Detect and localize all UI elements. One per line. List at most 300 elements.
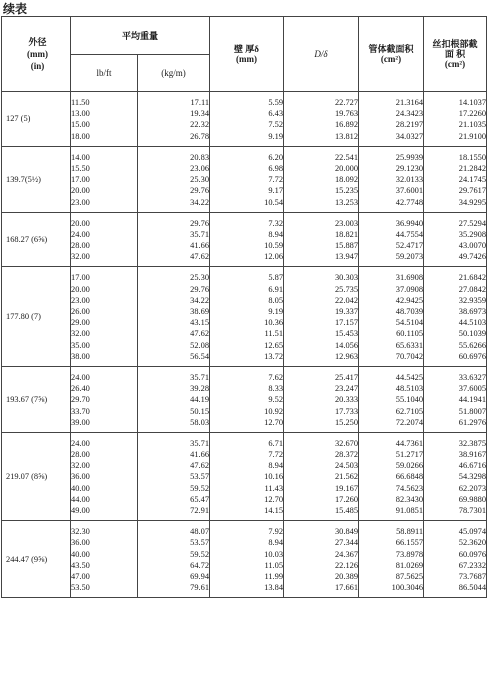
header-weight-text: 平均重量 bbox=[122, 31, 159, 41]
value: 20.00 bbox=[71, 284, 90, 294]
value: 22.126 bbox=[334, 560, 359, 570]
kgm-cell bbox=[138, 92, 210, 147]
value: 7.62 bbox=[268, 372, 284, 382]
ratio-cell bbox=[284, 267, 359, 367]
lbft-cell bbox=[71, 267, 138, 367]
area-cell bbox=[359, 366, 424, 432]
value: 50.1039 bbox=[458, 329, 487, 339]
value: 27.344 bbox=[334, 538, 359, 548]
value: 5.87 bbox=[268, 273, 284, 283]
value: 24.1745 bbox=[458, 175, 487, 185]
value: 36.00 bbox=[71, 472, 90, 482]
value: 79.61 bbox=[190, 583, 210, 593]
value: 27.5294 bbox=[458, 218, 487, 228]
value: 5.59 bbox=[268, 98, 284, 107]
value: 9.52 bbox=[268, 395, 284, 405]
value: 48.7039 bbox=[395, 307, 424, 316]
value: 48.07 bbox=[190, 527, 210, 537]
value: 32.30 bbox=[71, 527, 90, 537]
value: 29.70 bbox=[71, 395, 90, 405]
value: 21.1035 bbox=[458, 120, 487, 130]
value: 32.00 bbox=[71, 252, 90, 262]
value: 19.337 bbox=[334, 307, 359, 316]
value: 29.76 bbox=[190, 186, 210, 196]
value: 30.849 bbox=[334, 527, 359, 537]
value: 60.6976 bbox=[458, 351, 487, 361]
value: 18.1550 bbox=[458, 152, 487, 162]
value: 26.00 bbox=[71, 307, 90, 316]
value: 22.727 bbox=[334, 98, 359, 107]
value: 62.2073 bbox=[458, 483, 487, 493]
value: 11.50 bbox=[71, 98, 90, 107]
value: 24.503 bbox=[334, 461, 359, 471]
value: 58.03 bbox=[190, 417, 210, 427]
wall-cell bbox=[210, 92, 284, 147]
value: 15.485 bbox=[334, 506, 359, 515]
value: 53.50 bbox=[71, 583, 90, 593]
wall-cell bbox=[210, 212, 284, 267]
value: 36.9940 bbox=[395, 218, 424, 228]
ratio-cell bbox=[284, 521, 359, 598]
value: 42.7748 bbox=[395, 197, 424, 207]
value: 23.247 bbox=[334, 384, 359, 394]
value: 13.72 bbox=[264, 351, 284, 361]
value: 37.6005 bbox=[458, 384, 487, 394]
value: 10.36 bbox=[264, 318, 284, 328]
outer-diameter-cell: 139.7(5½) bbox=[2, 146, 71, 212]
value: 91.0851 bbox=[395, 506, 424, 515]
area-cell bbox=[359, 92, 424, 147]
value: 39.00 bbox=[71, 417, 90, 427]
thread-area-cell bbox=[424, 366, 487, 432]
value: 44.1941 bbox=[458, 395, 487, 405]
wall-cell bbox=[210, 267, 284, 367]
kgm-cell bbox=[138, 432, 210, 520]
value: 59.52 bbox=[190, 549, 210, 559]
value: 59.52 bbox=[190, 483, 210, 493]
outer-diameter-cell: 177.80 (7) bbox=[2, 267, 71, 367]
value: 73.7687 bbox=[458, 571, 487, 581]
value: 34.22 bbox=[190, 295, 210, 305]
value: 50.15 bbox=[190, 406, 210, 416]
value: 35.71 bbox=[190, 229, 210, 239]
value: 19.763 bbox=[334, 109, 359, 119]
thread-area-cell bbox=[424, 212, 487, 267]
value: 34.22 bbox=[190, 197, 210, 207]
header-kgm-text: (kg/m) bbox=[161, 68, 186, 78]
value: 11.43 bbox=[264, 483, 284, 493]
value: 15.50 bbox=[71, 163, 90, 173]
value: 69.9880 bbox=[458, 494, 487, 504]
value: 29.76 bbox=[190, 218, 210, 228]
value: 69.94 bbox=[190, 571, 210, 581]
value: 20.83 bbox=[190, 152, 210, 162]
lbft-cell bbox=[71, 432, 138, 520]
value: 24.3423 bbox=[395, 109, 424, 119]
value: 22.042 bbox=[334, 295, 359, 305]
value: 13.00 bbox=[71, 109, 90, 119]
thread-area-cell bbox=[424, 146, 487, 212]
header-thread-root-area bbox=[424, 17, 487, 92]
wall-cell bbox=[210, 521, 284, 598]
value: 66.1557 bbox=[395, 538, 424, 548]
thread-area-cell bbox=[424, 432, 487, 520]
area-cell bbox=[359, 267, 424, 367]
value: 25.30 bbox=[190, 273, 210, 283]
wall-cell bbox=[210, 146, 284, 212]
value: 54.5104 bbox=[395, 318, 424, 328]
table-row bbox=[2, 366, 487, 432]
value: 35.00 bbox=[71, 340, 90, 350]
value: 61.2976 bbox=[458, 417, 487, 427]
header-thread-area-text: 丝扣根部截 面 积 (cm²) bbox=[432, 39, 478, 69]
value: 35.71 bbox=[190, 438, 210, 448]
header-od-text: 外径 (mm) (in) bbox=[27, 37, 48, 71]
value: 25.30 bbox=[190, 175, 210, 185]
value: 56.54 bbox=[190, 351, 210, 361]
value: 6.71 bbox=[268, 438, 284, 448]
value: 6.43 bbox=[268, 109, 284, 119]
value: 18.00 bbox=[71, 131, 90, 141]
value: 17.00 bbox=[71, 175, 90, 185]
header-average-weight bbox=[71, 17, 210, 55]
outer-diameter-cell: 127 (5) bbox=[2, 92, 71, 147]
value: 78.7301 bbox=[458, 506, 487, 515]
ratio-cell bbox=[284, 366, 359, 432]
lbft-cell bbox=[71, 92, 138, 147]
value: 28.00 bbox=[71, 241, 90, 251]
value: 8.05 bbox=[268, 295, 284, 305]
header-lbft-text: lb/ft bbox=[96, 68, 112, 78]
value: 28.00 bbox=[71, 450, 90, 460]
value: 59.0266 bbox=[395, 461, 424, 471]
value: 72.91 bbox=[190, 506, 210, 515]
value: 14.00 bbox=[71, 152, 90, 162]
value: 44.7554 bbox=[395, 229, 424, 239]
value: 54.3298 bbox=[458, 472, 487, 482]
value: 13.253 bbox=[334, 197, 359, 207]
value: 24.00 bbox=[71, 438, 90, 448]
value: 10.54 bbox=[264, 197, 284, 207]
area-cell bbox=[359, 146, 424, 212]
value: 34.9295 bbox=[458, 197, 487, 207]
value: 44.5103 bbox=[458, 318, 487, 328]
thread-area-cell bbox=[424, 521, 487, 598]
value: 17.260 bbox=[334, 494, 359, 504]
value: 86.5044 bbox=[458, 583, 487, 593]
value: 29.00 bbox=[71, 318, 90, 328]
thread-area-cell bbox=[424, 267, 487, 367]
kgm-cell bbox=[138, 212, 210, 267]
kgm-cell bbox=[138, 146, 210, 212]
value: 12.06 bbox=[264, 252, 284, 262]
value: 8.33 bbox=[268, 384, 284, 394]
value: 20.00 bbox=[71, 218, 90, 228]
value: 100.3046 bbox=[391, 583, 424, 593]
value: 30.303 bbox=[334, 273, 359, 283]
value: 16.892 bbox=[334, 120, 359, 130]
value: 21.3164 bbox=[395, 98, 424, 107]
value: 7.72 bbox=[268, 175, 284, 185]
value: 81.0269 bbox=[395, 560, 424, 570]
value: 29.76 bbox=[190, 284, 210, 294]
kgm-cell bbox=[138, 521, 210, 598]
value: 82.3430 bbox=[395, 494, 424, 504]
value: 32.670 bbox=[334, 438, 359, 448]
value: 25.735 bbox=[334, 284, 359, 294]
value: 17.11 bbox=[190, 98, 210, 107]
value: 20.00 bbox=[71, 186, 90, 196]
value: 32.00 bbox=[71, 329, 90, 339]
value: 49.00 bbox=[71, 506, 90, 515]
value: 55.6266 bbox=[458, 340, 487, 350]
value: 19.167 bbox=[334, 483, 359, 493]
value: 44.7361 bbox=[395, 438, 424, 448]
value: 13.812 bbox=[334, 131, 359, 141]
value: 47.62 bbox=[190, 461, 210, 471]
value: 33.70 bbox=[71, 406, 90, 416]
value: 20.333 bbox=[334, 395, 359, 405]
value: 42.9425 bbox=[395, 295, 424, 305]
value: 72.2074 bbox=[395, 417, 424, 427]
value: 38.9167 bbox=[458, 450, 487, 460]
header-outer-diameter bbox=[2, 17, 71, 92]
value: 14.15 bbox=[264, 506, 284, 515]
table-row bbox=[2, 521, 487, 598]
table-row bbox=[2, 92, 487, 147]
value: 9.19 bbox=[268, 131, 284, 141]
value: 22.541 bbox=[334, 152, 359, 162]
table-row bbox=[2, 267, 487, 367]
value: 25.9939 bbox=[395, 152, 424, 162]
value: 74.5623 bbox=[395, 483, 424, 493]
value: 44.5425 bbox=[395, 372, 424, 382]
value: 24.367 bbox=[334, 549, 359, 559]
wall-cell bbox=[210, 366, 284, 432]
value: 15.453 bbox=[334, 329, 359, 339]
area-cell bbox=[359, 432, 424, 520]
outer-diameter-cell: 168.27 (6⅝) bbox=[2, 212, 71, 267]
value: 15.00 bbox=[71, 120, 90, 130]
header-body-section-area bbox=[359, 17, 424, 92]
value: 28.372 bbox=[334, 450, 359, 460]
value: 18.821 bbox=[334, 229, 359, 239]
value: 43.50 bbox=[71, 560, 90, 570]
value: 60.1105 bbox=[396, 329, 424, 339]
value: 21.2842 bbox=[458, 163, 487, 173]
value: 46.6716 bbox=[458, 461, 487, 471]
value: 11.99 bbox=[264, 571, 284, 581]
table-row bbox=[2, 146, 487, 212]
value: 48.5103 bbox=[395, 384, 424, 394]
value: 14.056 bbox=[334, 340, 359, 350]
value: 43.15 bbox=[190, 318, 210, 328]
value: 35.71 bbox=[190, 372, 210, 382]
area-cell bbox=[359, 521, 424, 598]
value: 47.62 bbox=[190, 329, 210, 339]
value: 41.66 bbox=[190, 241, 210, 251]
value: 49.7426 bbox=[458, 252, 487, 262]
value: 38.69 bbox=[190, 307, 210, 316]
value: 52.08 bbox=[190, 340, 210, 350]
value: 11.05 bbox=[264, 560, 284, 570]
kgm-cell bbox=[138, 267, 210, 367]
value: 67.2332 bbox=[458, 560, 487, 570]
value: 53.57 bbox=[190, 538, 210, 548]
thread-area-cell bbox=[424, 92, 487, 147]
value: 12.70 bbox=[264, 494, 284, 504]
value: 24.00 bbox=[71, 229, 90, 239]
value: 73.8978 bbox=[395, 549, 424, 559]
value: 36.00 bbox=[71, 538, 90, 548]
value: 10.16 bbox=[264, 472, 284, 482]
value: 59.2073 bbox=[395, 252, 424, 262]
value: 66.6848 bbox=[395, 472, 424, 482]
ratio-cell bbox=[284, 146, 359, 212]
value: 12.963 bbox=[334, 351, 359, 361]
value: 60.0976 bbox=[458, 549, 487, 559]
outer-diameter-cell: 244.47 (9⅝) bbox=[2, 521, 71, 598]
value: 35.2908 bbox=[458, 229, 487, 239]
value: 28.2197 bbox=[395, 120, 424, 130]
value: 41.66 bbox=[190, 450, 210, 460]
value: 52.4717 bbox=[395, 241, 424, 251]
value: 21.6842 bbox=[458, 273, 487, 283]
value: 6.98 bbox=[268, 163, 284, 173]
value: 17.157 bbox=[334, 318, 359, 328]
value: 32.0133 bbox=[395, 175, 424, 185]
value: 24.00 bbox=[71, 372, 90, 382]
value: 17.00 bbox=[71, 273, 90, 283]
value: 23.06 bbox=[190, 163, 210, 173]
value: 44.19 bbox=[190, 395, 210, 405]
value: 7.72 bbox=[268, 450, 284, 460]
value: 52.3620 bbox=[458, 538, 487, 548]
value: 8.94 bbox=[268, 229, 284, 239]
value: 9.17 bbox=[268, 186, 284, 196]
header-d-ratio bbox=[284, 17, 359, 92]
header-wall-thickness bbox=[210, 17, 284, 92]
value: 70.7042 bbox=[395, 351, 424, 361]
value: 29.1230 bbox=[395, 163, 424, 173]
lbft-cell bbox=[71, 212, 138, 267]
value: 51.2717 bbox=[395, 450, 424, 460]
value: 10.59 bbox=[264, 241, 284, 251]
table-body bbox=[2, 92, 487, 598]
value: 21.562 bbox=[334, 472, 359, 482]
lbft-cell bbox=[71, 366, 138, 432]
value: 12.65 bbox=[264, 340, 284, 350]
value: 17.2260 bbox=[458, 109, 487, 119]
value: 10.03 bbox=[264, 549, 284, 559]
value: 32.9359 bbox=[458, 295, 487, 305]
value: 44.00 bbox=[71, 494, 90, 504]
table-caption: 续表 bbox=[3, 2, 28, 16]
value: 38.6973 bbox=[458, 307, 487, 316]
value: 11.51 bbox=[264, 329, 284, 339]
value: 7.52 bbox=[268, 120, 284, 130]
value: 13.947 bbox=[334, 252, 359, 262]
value: 58.8911 bbox=[396, 527, 424, 537]
ratio-cell bbox=[284, 432, 359, 520]
table-row bbox=[2, 212, 487, 267]
value: 43.0070 bbox=[458, 241, 487, 251]
value: 23.003 bbox=[334, 218, 359, 228]
table-row bbox=[2, 432, 487, 520]
value: 15.887 bbox=[334, 241, 359, 251]
value: 20.000 bbox=[334, 163, 359, 173]
value: 22.32 bbox=[190, 120, 210, 130]
value: 25.417 bbox=[334, 372, 359, 382]
value: 7.92 bbox=[268, 527, 284, 537]
value: 12.70 bbox=[264, 417, 284, 427]
value: 19.34 bbox=[190, 109, 210, 119]
header-wall-text: 壁 厚δ (mm) bbox=[234, 44, 259, 64]
value: 31.6908 bbox=[395, 273, 424, 283]
value: 47.00 bbox=[71, 571, 90, 581]
value: 39.28 bbox=[190, 384, 210, 394]
lbft-cell bbox=[71, 146, 138, 212]
value: 40.00 bbox=[71, 549, 90, 559]
value: 17.733 bbox=[334, 406, 359, 416]
value: 32.3875 bbox=[458, 438, 487, 448]
header-ratio-text: D/δ bbox=[314, 49, 328, 59]
header-area-text: 管体截面积 (cm²) bbox=[368, 44, 414, 64]
area-cell bbox=[359, 212, 424, 267]
value: 26.40 bbox=[71, 384, 90, 394]
value: 23.00 bbox=[71, 197, 90, 207]
value: 32.00 bbox=[71, 461, 90, 471]
outer-diameter-cell: 219.07 (8⅝) bbox=[2, 432, 71, 520]
value: 20.389 bbox=[334, 571, 359, 581]
value: 10.92 bbox=[264, 406, 284, 416]
value: 13.84 bbox=[264, 583, 284, 593]
value: 38.00 bbox=[71, 351, 90, 361]
outer-diameter-cell: 193.67 (7⅝) bbox=[2, 366, 71, 432]
value: 37.0908 bbox=[395, 284, 424, 294]
ratio-cell bbox=[284, 212, 359, 267]
wall-cell bbox=[210, 432, 284, 520]
value: 29.7617 bbox=[458, 186, 487, 196]
value: 18.092 bbox=[334, 175, 359, 185]
value: 23.00 bbox=[71, 295, 90, 305]
casing-data-table bbox=[1, 16, 487, 598]
value: 33.6327 bbox=[458, 372, 487, 382]
value: 47.62 bbox=[190, 252, 210, 262]
kgm-cell bbox=[138, 366, 210, 432]
ratio-cell bbox=[284, 92, 359, 147]
value: 27.0842 bbox=[458, 284, 487, 294]
value: 87.5625 bbox=[395, 571, 424, 581]
lbft-cell bbox=[71, 521, 138, 598]
value: 34.0327 bbox=[395, 131, 424, 141]
value: 51.8007 bbox=[458, 406, 487, 416]
value: 45.0974 bbox=[458, 527, 487, 537]
value: 53.57 bbox=[190, 472, 210, 482]
value: 15.235 bbox=[334, 186, 359, 196]
value: 6.20 bbox=[268, 152, 284, 162]
value: 8.94 bbox=[268, 461, 284, 471]
value: 65.47 bbox=[190, 494, 210, 504]
value: 8.94 bbox=[268, 538, 284, 548]
value: 65.6331 bbox=[395, 340, 424, 350]
header-kg-per-m bbox=[138, 55, 210, 92]
value: 7.32 bbox=[268, 218, 284, 228]
header-lb-per-ft bbox=[71, 55, 138, 92]
value: 9.19 bbox=[268, 307, 284, 316]
value: 55.1040 bbox=[395, 395, 424, 405]
value: 15.250 bbox=[334, 417, 359, 427]
